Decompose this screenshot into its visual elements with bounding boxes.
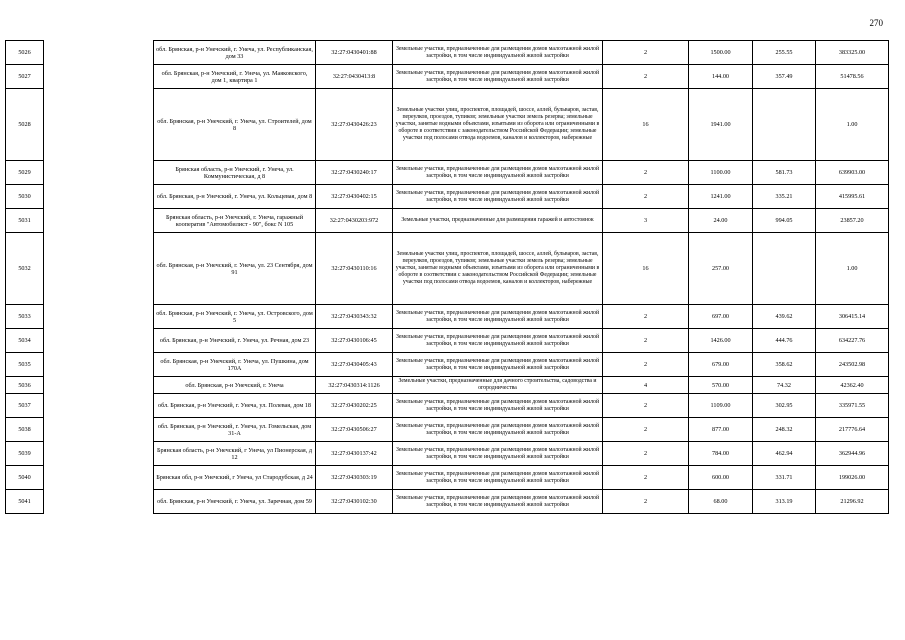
specific-value-cell: 335.21	[753, 185, 816, 209]
blank-cell	[44, 490, 154, 514]
table-row	[6, 490, 889, 514]
cadastral-number-cell: 32:27:0430240:17	[316, 161, 393, 185]
row-number-cell: 5028	[6, 89, 44, 161]
address-cell: обл. Брянская, р-н Унечский, г. Унеча, ул. Полевая, дом 18	[154, 394, 316, 418]
cadastral-value-cell: 362944.96	[816, 442, 889, 466]
table-row	[6, 377, 889, 394]
table-row	[6, 394, 889, 418]
row-number-cell: 5041	[6, 490, 44, 514]
table-row	[6, 89, 889, 161]
address-cell: обл. Брянская, р-н Унечский, г. Унеча, ул. Островского, дом 5	[154, 305, 316, 329]
cadastral-value-cell: 1.00	[816, 233, 889, 305]
area-cell: 697.00	[689, 305, 753, 329]
blank-cell	[44, 442, 154, 466]
address-cell: обл. Брянская, р-н Унечский, г. Унеча, ул. Гомельская, дом 31-А	[154, 418, 316, 442]
address-cell: обл. Брянская, р-н Унечский, г. Унеча	[154, 377, 316, 394]
address-cell: Брянская обл, р-н Унечский, г Унеча, ул Стародубская, д 24	[154, 466, 316, 490]
use-code-cell: 2	[603, 353, 689, 377]
use-code-cell: 3	[603, 209, 689, 233]
row-number-cell: 5029	[6, 161, 44, 185]
land-use-cell: Земельные участки, предназначенные для размещения домов малоэтажной жилой застройки, в том числе индивидуальной жилой застройки	[393, 329, 603, 353]
row-number-cell: 5033	[6, 305, 44, 329]
specific-value-cell: 581.73	[753, 161, 816, 185]
use-code-cell: 2	[603, 185, 689, 209]
land-use-cell: Земельные участки, предназначенные для размещения домов малоэтажной жилой застройки, в том числе индивидуальной жилой застройки	[393, 161, 603, 185]
land-use-cell: Земельные участки, предназначенные для размещения домов малоэтажной жилой застройки, в том числе индивидуальной жилой застройки	[393, 41, 603, 65]
row-number-cell: 5034	[6, 329, 44, 353]
cadastral-number-cell: 32:27:0430102:30	[316, 490, 393, 514]
row-number-cell: 5039	[6, 442, 44, 466]
address-cell: Брянская область, р-н Унечский, г. Унеча, гаражный кооператив "Автомобилист - 90", бокс N 105	[154, 209, 316, 233]
blank-cell	[44, 329, 154, 353]
use-code-cell: 2	[603, 466, 689, 490]
cadastral-number-cell: 32:27:0430343:32	[316, 305, 393, 329]
area-cell: 877.00	[689, 418, 753, 442]
table-row	[6, 233, 889, 305]
blank-cell	[44, 65, 154, 89]
specific-value-cell	[753, 233, 816, 305]
row-number-cell: 5032	[6, 233, 44, 305]
table-row	[6, 329, 889, 353]
cadastral-value-cell: 21296.92	[816, 490, 889, 514]
blank-cell	[44, 185, 154, 209]
cadastral-number-cell: 32:27:0430402:15	[316, 185, 393, 209]
area-cell: 24.00	[689, 209, 753, 233]
land-use-cell: Земельные участки, предназначенные для размещения домов малоэтажной жилой застройки, в том числе индивидуальной жилой застройки	[393, 466, 603, 490]
use-code-cell: 2	[603, 41, 689, 65]
cadastral-number-cell: 32:27:0430426:23	[316, 89, 393, 161]
table-body	[6, 41, 889, 514]
use-code-cell: 2	[603, 442, 689, 466]
specific-value-cell: 313.19	[753, 490, 816, 514]
row-number-cell: 5026	[6, 41, 44, 65]
land-use-cell: Земельные участки улиц, проспектов, площадей, шоссе, аллей, бульваров, застав, переулков, проездов, тупиков; земельные участки земель резерва; земельные участки, занятые водными объектами, изъятыми из оборота или ограниченными в обороте в соответствии с законодательством Российской Федерации; земельные участки под полосами отвода водоемов, каналов и коллекторов, набережные	[393, 233, 603, 305]
specific-value-cell	[753, 89, 816, 161]
area-cell: 1426.00	[689, 329, 753, 353]
cadastral-number-cell: 32:27:0430106:45	[316, 329, 393, 353]
cadastral-value-cell: 415995.61	[816, 185, 889, 209]
area-cell: 784.00	[689, 442, 753, 466]
cadastral-number-cell: 32:27:0430202:25	[316, 394, 393, 418]
blank-cell	[44, 418, 154, 442]
row-number-cell: 5031	[6, 209, 44, 233]
page-number: 270	[869, 18, 883, 28]
table-row	[6, 418, 889, 442]
row-number-cell: 5037	[6, 394, 44, 418]
use-code-cell: 16	[603, 89, 689, 161]
table-row	[6, 466, 889, 490]
address-cell: обл. Брянская, р-н Унечский, г. Унеча, ул. Кольцевая, дом 8	[154, 185, 316, 209]
blank-cell	[44, 466, 154, 490]
table-row	[6, 442, 889, 466]
cadastral-value-cell: 634227.76	[816, 329, 889, 353]
address-cell: обл. Брянская, р-н Унечский, г. Унеча, ул. Строителей, дом 8	[154, 89, 316, 161]
cadastral-number-cell: 32:27:0430203:972	[316, 209, 393, 233]
land-use-cell: Земельные участки улиц, проспектов, площадей, шоссе, аллей, бульваров, застав, переулков, проездов, тупиков; земельные участки земель резерва; земельные участки, занятые водными объектами, изъятыми из оборота или ограниченными в обороте в соответствии с законодательством Российской Федерации; земельные участки под полосами отвода водоемов, каналов и коллекторов, набережные	[393, 89, 603, 161]
blank-cell	[44, 305, 154, 329]
cadastral-number-cell: 32:27:0430110:16	[316, 233, 393, 305]
address-cell: обл. Брянская, р-н Унечский, г. Унеча, ул. Речная, дом 23	[154, 329, 316, 353]
table-row	[6, 185, 889, 209]
address-cell: обл. Брянская, р-н Унечский, г. Унеча, ул. 23 Сентября, дом 91	[154, 233, 316, 305]
use-code-cell: 2	[603, 305, 689, 329]
row-number-cell: 5040	[6, 466, 44, 490]
row-number-cell: 5036	[6, 377, 44, 394]
address-cell: обл. Брянская, р-н Унечский, г. Унеча, ул. Республиканская, дом 33	[154, 41, 316, 65]
blank-cell	[44, 209, 154, 233]
specific-value-cell: 331.71	[753, 466, 816, 490]
cadastral-value-cell: 243502.98	[816, 353, 889, 377]
table-row	[6, 353, 889, 377]
use-code-cell: 16	[603, 233, 689, 305]
cadastral-number-cell: 32:27:0430506:27	[316, 418, 393, 442]
specific-value-cell: 248.32	[753, 418, 816, 442]
cadastral-value-cell: 23857.20	[816, 209, 889, 233]
land-use-cell: Земельные участки, предназначенные для дачного строительства, садоводства и огородничества	[393, 377, 603, 394]
table-row	[6, 65, 889, 89]
cadastral-value-table	[5, 40, 889, 514]
specific-value-cell: 444.76	[753, 329, 816, 353]
land-use-cell: Земельные участки, предназначенные для размещения домов малоэтажной жилой застройки, в том числе индивидуальной жилой застройки	[393, 418, 603, 442]
blank-cell	[44, 89, 154, 161]
specific-value-cell: 302.95	[753, 394, 816, 418]
use-code-cell: 2	[603, 394, 689, 418]
cadastral-value-cell: 335971.55	[816, 394, 889, 418]
specific-value-cell: 358.62	[753, 353, 816, 377]
address-cell: Брянская область, р-н Унечский, г Унеча, ул Пионерская, д 12	[154, 442, 316, 466]
use-code-cell: 2	[603, 490, 689, 514]
area-cell: 600.00	[689, 466, 753, 490]
row-number-cell: 5030	[6, 185, 44, 209]
use-code-cell: 4	[603, 377, 689, 394]
address-cell: обл. Брянская, р-н Унечский, г. Унеча, ул. Заречная, дом 59	[154, 490, 316, 514]
use-code-cell: 2	[603, 418, 689, 442]
cadastral-value-cell: 306415.14	[816, 305, 889, 329]
area-cell: 679.00	[689, 353, 753, 377]
address-cell: обл. Брянская, р-н Унечский, г. Унеча, ул. Пушкина, дом 170А	[154, 353, 316, 377]
cadastral-number-cell: 32:27:0430303:19	[316, 466, 393, 490]
table-row	[6, 209, 889, 233]
cadastral-value-cell: 217776.64	[816, 418, 889, 442]
specific-value-cell: 439.62	[753, 305, 816, 329]
cadastral-number-cell: 32:27:0430137:42	[316, 442, 393, 466]
land-use-cell: Земельные участки, предназначенные для размещения домов малоэтажной жилой застройки, в том числе индивидуальной жилой застройки	[393, 305, 603, 329]
blank-cell	[44, 353, 154, 377]
area-cell: 1500.00	[689, 41, 753, 65]
blank-cell	[44, 394, 154, 418]
area-cell: 1109.00	[689, 394, 753, 418]
area-cell: 1241.00	[689, 185, 753, 209]
land-use-cell: Земельные участки, предназначенные для размещения домов малоэтажной жилой застройки, в том числе индивидуальной жилой застройки	[393, 394, 603, 418]
area-cell: 570.00	[689, 377, 753, 394]
blank-cell	[44, 161, 154, 185]
cadastral-number-cell: 32:27:0430413:8	[316, 65, 393, 89]
specific-value-cell: 255.55	[753, 41, 816, 65]
land-use-cell: Земельные участки, предназначенные для размещения домов малоэтажной жилой застройки, в том числе индивидуальной жилой застройки	[393, 490, 603, 514]
specific-value-cell: 357.49	[753, 65, 816, 89]
land-use-cell: Земельные участки, предназначенные для размещения домов малоэтажной жилой застройки, в том числе индивидуальной жилой застройки	[393, 185, 603, 209]
cadastral-value-cell: 42362.40	[816, 377, 889, 394]
specific-value-cell: 462.94	[753, 442, 816, 466]
blank-cell	[44, 233, 154, 305]
area-cell: 68.00	[689, 490, 753, 514]
cadastral-number-cell: 32:27:0430401:88	[316, 41, 393, 65]
use-code-cell: 2	[603, 329, 689, 353]
area-cell: 1941.00	[689, 89, 753, 161]
use-code-cell: 2	[603, 161, 689, 185]
cadastral-value-cell: 51478.56	[816, 65, 889, 89]
table-row	[6, 305, 889, 329]
specific-value-cell: 74.32	[753, 377, 816, 394]
cadastral-number-cell: 32:27:0430405:43	[316, 353, 393, 377]
blank-cell	[44, 41, 154, 65]
cadastral-number-cell: 32:27:0430314:1126	[316, 377, 393, 394]
land-use-cell: Земельные участки, предназначенные для размещения гаражей и автостоянок	[393, 209, 603, 233]
use-code-cell: 2	[603, 65, 689, 89]
land-use-cell: Земельные участки, предназначенные для размещения домов малоэтажной жилой застройки, в том числе индивидуальной жилой застройки	[393, 65, 603, 89]
specific-value-cell: 994.05	[753, 209, 816, 233]
land-use-cell: Земельные участки, предназначенные для размещения домов малоэтажной жилой застройки, в том числе индивидуальной жилой застройки	[393, 442, 603, 466]
area-cell: 257.00	[689, 233, 753, 305]
table-row	[6, 41, 889, 65]
row-number-cell: 5027	[6, 65, 44, 89]
cadastral-value-cell: 1.00	[816, 89, 889, 161]
table-row	[6, 161, 889, 185]
area-cell: 144.00	[689, 65, 753, 89]
row-number-cell: 5038	[6, 418, 44, 442]
blank-cell	[44, 377, 154, 394]
cadastral-value-cell: 199026.00	[816, 466, 889, 490]
address-cell: Брянская область, р-н Унечский, г. Унеча, ул. Коммунистическая, д 8	[154, 161, 316, 185]
cadastral-value-cell: 639903.00	[816, 161, 889, 185]
area-cell: 1100.00	[689, 161, 753, 185]
land-use-cell: Земельные участки, предназначенные для размещения домов малоэтажной жилой застройки, в том числе индивидуальной жилой застройки	[393, 353, 603, 377]
row-number-cell: 5035	[6, 353, 44, 377]
cadastral-value-cell: 383325.00	[816, 41, 889, 65]
address-cell: обл. Брянская, р-н Унечский, г. Унеча, ул. Маяковского, дом 1, квартира 1	[154, 65, 316, 89]
